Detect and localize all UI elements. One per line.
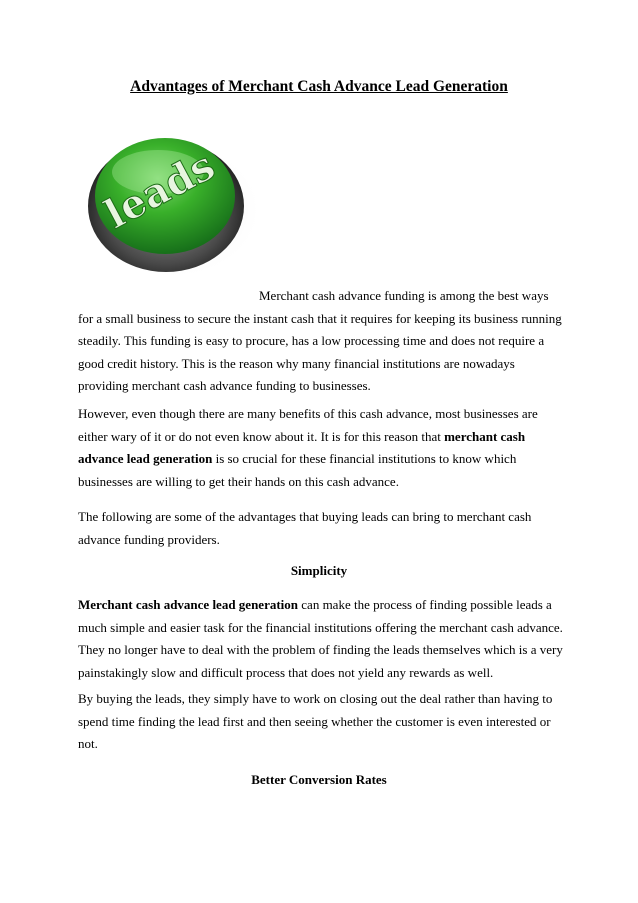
title-text: Advantages of Merchant Cash Advance Lead Generation <box>130 78 508 95</box>
leads-button-image <box>78 110 260 285</box>
p2-line-4: businesses are willing to get their hands on this cash advance. <box>78 473 399 489</box>
p5-line-2: spend time finding the lead first and then seeing whether the customer is even interested or <box>78 713 551 729</box>
paragraph-1 <box>78 285 564 398</box>
p1-line-1: Merchant cash advance funding is among the best ways <box>259 288 549 303</box>
section-heading-simplicity: Simplicity <box>290 563 348 578</box>
p5-line-3: not. <box>78 736 98 751</box>
section-heading-better-conversion-rates: Better Conversion Rates <box>251 772 387 787</box>
p1-line-2: for a small business to secure the instant cash that it requires for keeping its business running <box>78 310 562 326</box>
p5-line-1: By buying the leads, they simply have to work on closing out the deal rather than having to <box>78 691 553 706</box>
paragraph-2 <box>78 403 564 493</box>
paragraph-4 <box>78 594 564 684</box>
keyword-bold: advance lead generation <box>78 451 213 466</box>
p2-line-3: advance lead generation is so crucial for these financial institutions to know which <box>78 451 517 466</box>
p4-line-4: painstakingly slow and difficult process that does not yield any rewards as well. <box>78 664 494 680</box>
p1-line-4: good credit history. This is the reason why many financial institutions are nowadays <box>78 355 515 371</box>
keyword-bold: merchant cash <box>444 428 526 444</box>
p1-line-3: steadily. This funding is easy to procure, has a low processing time and does not require a <box>78 333 545 348</box>
p4-line-3: They no longer have to deal with the problem of finding the leads themselves which is a very <box>78 642 563 657</box>
p1-line-5: providing merchant cash advance funding to businesses. <box>78 378 371 393</box>
p2-line-2: either wary of it or do not even know about it. It is for this reason that merchant cash <box>78 428 526 444</box>
p2-line-1: However, even though there are many benefits of this cash advance, most businesses are <box>78 406 538 421</box>
paragraph-3 <box>78 506 564 551</box>
paragraph-5 <box>78 688 564 756</box>
p4-line-2: much simple and easier task for the financial institutions offering the merchant cash advance. <box>78 619 563 635</box>
leads-label: leads <box>96 141 223 239</box>
p3-line-2: advance funding providers. <box>78 531 220 547</box>
keyword-bold: Merchant cash advance lead generation <box>78 597 299 612</box>
p4-line-1: Merchant cash advance lead generation can make the process of finding possible leads a <box>78 597 552 612</box>
document-title <box>0 78 638 96</box>
p3-line-1: The following are some of the advantages that buying leads can bring to merchant cash <box>78 509 532 524</box>
